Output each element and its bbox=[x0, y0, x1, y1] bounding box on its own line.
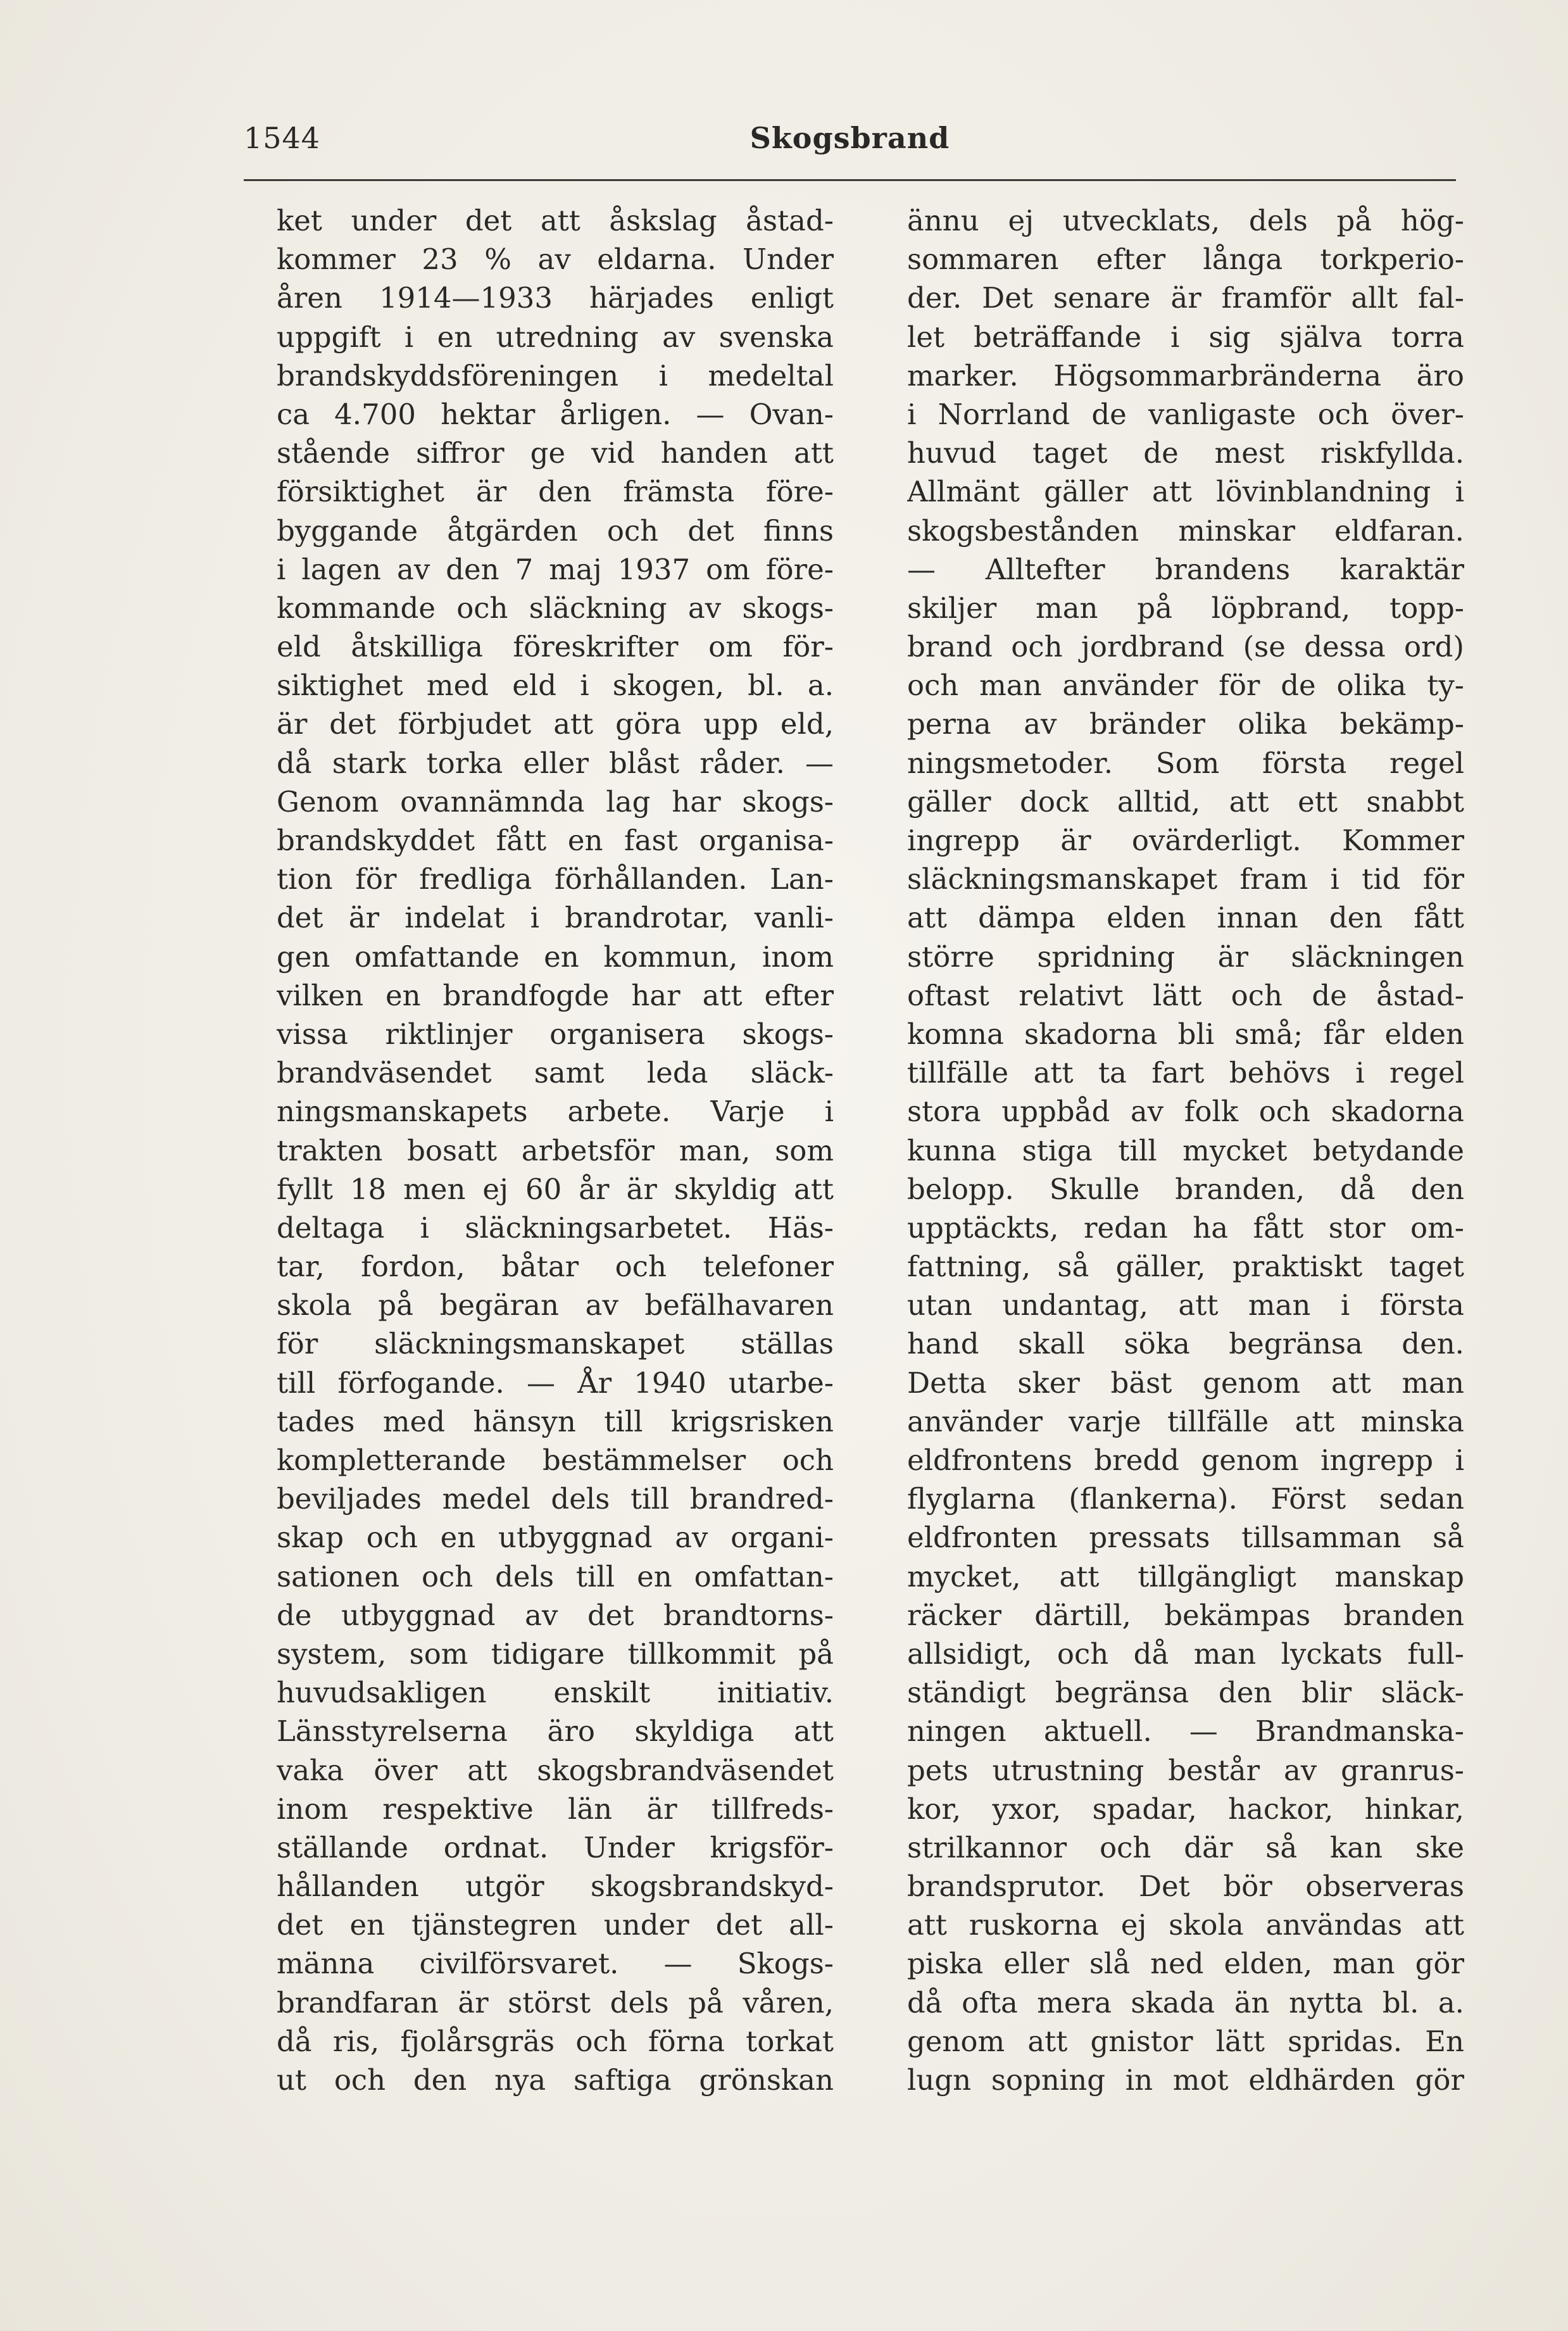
text-line: då stark torka eller blåst råder. — bbox=[277, 746, 834, 780]
text-line: vaka över att skogsbrandväsendet bbox=[277, 1753, 834, 1787]
text-line: brandväsendet samt leda släck- bbox=[277, 1056, 834, 1090]
text-line: pets utrustning består av granrus- bbox=[907, 1753, 1464, 1787]
text-line: piska eller slå ned elden, man gör bbox=[907, 1947, 1464, 1981]
text-line: belopp. Skulle branden, då den bbox=[907, 1172, 1464, 1206]
text-line: marker. Högsommarbränderna äro bbox=[907, 358, 1464, 393]
text-line: lugn sopning in mot eldhärden gör bbox=[907, 2063, 1464, 2097]
text-line: räcker därtill, bekämpas branden bbox=[907, 1598, 1464, 1632]
text-line: ket under det att åskslag åstad- bbox=[277, 204, 834, 237]
text-line: skap och en utbyggnad av organi- bbox=[277, 1521, 834, 1555]
text-line: då ofta mera skada än nytta bl. a. bbox=[907, 1985, 1464, 2020]
text-line: i Norrland de vanligaste och över- bbox=[907, 397, 1464, 431]
text-line: system, som tidigare tillkommit på bbox=[277, 1637, 834, 1671]
text-line: Allmänt gäller att lövinblandning i bbox=[907, 475, 1464, 509]
text-line: då ris, fjolårsgräs och förna torkat bbox=[277, 2024, 834, 2058]
text-line: perna av bränder olika bekämp- bbox=[907, 707, 1464, 741]
text-line: hand skall söka begränsa den. bbox=[907, 1327, 1464, 1361]
text-line: männa civilförsvaret. — Skogs- bbox=[277, 1947, 834, 1981]
text-line: kor, yxor, spadar, hackor, hinkar, bbox=[907, 1792, 1464, 1826]
text-line: oftast relativt lätt och de åstad- bbox=[907, 978, 1464, 1012]
text-line: brandskyddsföreningen i medeltal bbox=[277, 358, 834, 393]
text-line: kommer 23 % av eldarna. Under bbox=[277, 242, 834, 277]
text-line: ställande ordnat. Under krigsför- bbox=[277, 1830, 834, 1864]
text-line: större spridning är släckningen bbox=[907, 939, 1464, 974]
text-line: ständigt begränsa den blir släck- bbox=[907, 1676, 1464, 1710]
text-line: brandfaran är störst dels på våren, bbox=[277, 1985, 834, 2020]
text-line: sommaren efter långa torkperio- bbox=[907, 242, 1464, 277]
text-line: byggande åtgärden och det finns bbox=[277, 513, 834, 548]
text-line: eldfrontens bredd genom ingrepp i bbox=[907, 1443, 1464, 1477]
right-column bbox=[907, 201, 1464, 2099]
text-line: är det förbjudet att göra upp eld, bbox=[277, 707, 834, 741]
text-line: skiljer man på löpbrand, topp- bbox=[907, 591, 1464, 625]
text-line: använder varje tillfälle att minska bbox=[907, 1404, 1464, 1438]
text-line: let beträffande i sig själva torra bbox=[907, 320, 1464, 354]
page-number: 1544 bbox=[244, 121, 321, 155]
text-line: i lagen av den 7 maj 1937 om före- bbox=[277, 552, 834, 586]
text-line: mycket, att tillgängligt manskap bbox=[907, 1559, 1464, 1593]
text-line: gen omfattande en kommun, inom bbox=[277, 939, 834, 974]
text-line: kommande och släckning av skogs- bbox=[277, 591, 834, 625]
text-line: tades med hänsyn till krigsrisken bbox=[277, 1404, 834, 1438]
text-line: flyglarna (flankerna). Först sedan bbox=[907, 1482, 1464, 1516]
text-line: genom att gnistor lätt spridas. En bbox=[907, 2024, 1464, 2058]
page-header bbox=[244, 113, 1456, 163]
text-line: Detta sker bäst genom att man bbox=[907, 1366, 1464, 1400]
text-line: deltaga i släckningsarbetet. Häs- bbox=[277, 1210, 834, 1245]
text-line: — Alltefter brandens karaktär bbox=[907, 552, 1464, 586]
text-line: ut och den nya saftiga grönskan bbox=[277, 2063, 834, 2097]
text-line: och man använder för de olika ty- bbox=[907, 669, 1464, 703]
text-line: komna skadorna bli små; får elden bbox=[907, 1017, 1464, 1051]
text-line: ca 4.700 hektar årligen. — Ovan- bbox=[277, 397, 834, 431]
text-line: tion för fredliga förhållanden. Lan- bbox=[277, 862, 834, 896]
text-line: stående siffror ge vid handen att bbox=[277, 436, 834, 470]
text-line: fyllt 18 men ej 60 år är skyldig att bbox=[277, 1172, 834, 1206]
text-line: brand och jordbrand (se dessa ord) bbox=[907, 630, 1464, 664]
text-line: till förfogande. — År 1940 utarbe- bbox=[277, 1366, 834, 1400]
text-line: hållanden utgör skogsbrandskyd- bbox=[277, 1869, 834, 1904]
text-line: att ruskorna ej skola användas att bbox=[907, 1908, 1464, 1942]
text-line: upptäckts, redan ha fått stor om- bbox=[907, 1210, 1464, 1245]
text-line: kompletterande bestämmelser och bbox=[277, 1443, 834, 1477]
text-line: trakten bosatt arbetsför man, som bbox=[277, 1133, 834, 1167]
text-line: ningsmanskapets arbete. Varje i bbox=[277, 1095, 834, 1129]
text-line: utan undantag, att man i första bbox=[907, 1288, 1464, 1323]
text-line: det är indelat i brandrotar, vanli- bbox=[277, 901, 834, 935]
text-line: ännu ej utvecklats, dels på hög- bbox=[907, 204, 1464, 237]
running-head: Skogsbrand bbox=[750, 121, 950, 155]
text-line: brandsprutor. Det bör observeras bbox=[907, 1869, 1464, 1904]
text-line: fattning, så gäller, praktiskt taget bbox=[907, 1250, 1464, 1284]
text-line: stora uppbåd av folk och skadorna bbox=[907, 1095, 1464, 1129]
text-line: eldfronten pressats tillsamman så bbox=[907, 1521, 1464, 1555]
text-line: Genom ovannämnda lag har skogs- bbox=[277, 784, 834, 819]
text-line: det en tjänstegren under det all- bbox=[277, 1908, 834, 1942]
left-column bbox=[277, 201, 834, 2099]
text-line: siktighet med eld i skogen, bl. a. bbox=[277, 669, 834, 703]
text-line: eld åtskilliga föreskrifter om för- bbox=[277, 630, 834, 664]
text-line: de utbyggnad av det brandtorns- bbox=[277, 1598, 834, 1632]
text-line: ningsmetoder. Som första regel bbox=[907, 746, 1464, 780]
text-line: vilken en brandfogde har att efter bbox=[277, 978, 834, 1012]
text-line: sationen och dels till en omfattan- bbox=[277, 1559, 834, 1593]
text-line: der. Det senare är framför allt fal- bbox=[907, 281, 1464, 315]
text-line: beviljades medel dels till brandred- bbox=[277, 1482, 834, 1516]
text-line: ingrepp är ovärderligt. Kommer bbox=[907, 824, 1464, 857]
text-line: tillfälle att ta fart behövs i regel bbox=[907, 1056, 1464, 1090]
text-line: skogsbestånden minskar eldfaran. bbox=[907, 513, 1464, 548]
text-line: huvud taget de mest riskfyllda. bbox=[907, 436, 1464, 470]
text-line: gäller dock alltid, att ett snabbt bbox=[907, 784, 1464, 819]
text-line: ningen aktuell. — Brandmanska- bbox=[907, 1714, 1464, 1749]
text-line: försiktighet är den främsta före- bbox=[277, 475, 834, 509]
text-line: kunna stiga till mycket betydande bbox=[907, 1133, 1464, 1167]
text-line: allsidigt, och då man lyckats full- bbox=[907, 1637, 1464, 1671]
text-line: uppgift i en utredning av svenska bbox=[277, 320, 834, 354]
text-line: skola på begäran av befälhavaren bbox=[277, 1288, 834, 1323]
text-line: huvudsakligen enskilt initiativ. bbox=[277, 1676, 834, 1710]
text-line: vissa riktlinjer organisera skogs- bbox=[277, 1017, 834, 1051]
header-rule bbox=[244, 179, 1456, 181]
text-line: inom respektive län är tillfreds- bbox=[277, 1792, 834, 1826]
text-line: Länsstyrelserna äro skyldiga att bbox=[277, 1714, 834, 1749]
text-line: att dämpa elden innan den fått bbox=[907, 901, 1464, 935]
text-line: för släckningsmanskapet ställas bbox=[277, 1327, 834, 1361]
text-line: tar, fordon, båtar och telefoner bbox=[277, 1250, 834, 1284]
text-line: strilkannor och där så kan ske bbox=[907, 1830, 1464, 1864]
text-line: släckningsmanskapet fram i tid för bbox=[907, 862, 1464, 896]
text-line: åren 1914—1933 härjades enligt bbox=[277, 281, 834, 315]
text-line: brandskyddet fått en fast organisa- bbox=[277, 824, 834, 857]
